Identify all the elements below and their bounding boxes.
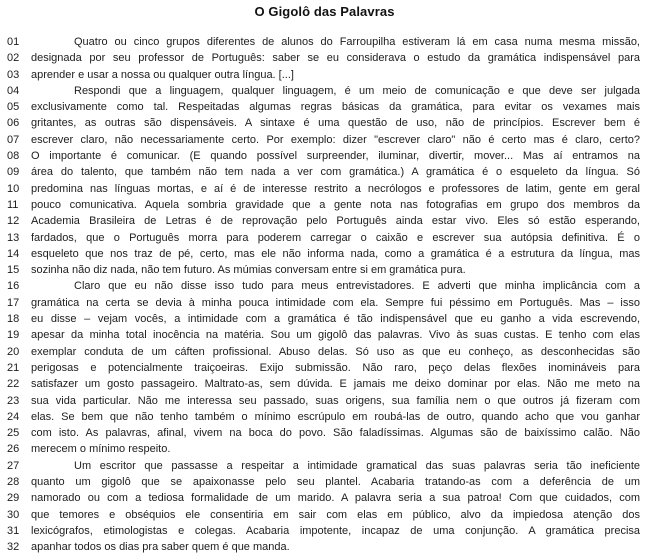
text-line — [0, 441, 649, 457]
line-text: sozinha não diz nada, não tem futuro. As múmias conversam entre si em gramática pura. — [31, 264, 466, 277]
text-line — [0, 409, 649, 425]
text-line — [0, 262, 649, 278]
text-line — [0, 132, 649, 148]
line-number: 32 — [7, 541, 20, 554]
line-number: 25 — [7, 427, 20, 440]
text-line — [0, 34, 649, 50]
line-text: designada por seu professor de Português: saber se eu considerava o estudo da gramática indispensável para — [31, 52, 640, 65]
text-line — [0, 164, 649, 180]
text-line — [0, 50, 649, 66]
text-line — [0, 311, 649, 327]
text-line — [0, 246, 649, 262]
line-text: Claro que eu não disse isso tudo para meus entrevistadores. E adverti que minha implicância com a — [74, 280, 640, 293]
line-text: gritantes, as outras são dispensáveis. A sintaxe é uma questão de uso, não de princípios. Escrever bem é — [31, 117, 640, 130]
line-number: 19 — [7, 329, 20, 342]
text-line — [0, 67, 649, 83]
line-text: elas. Se bem que não tenho também o mínimo escrúpulo em roubá-las de outro, quando acho que vou ganhar — [31, 410, 640, 423]
line-text: gramática na certa se devia à minha pouca intimidade com ela. Sempre fui péssimo em Português. Mas – isso — [31, 296, 640, 309]
line-number: 01 — [7, 36, 20, 48]
line-number: 03 — [7, 68, 20, 81]
line-text: com isto. As palavras, afinal, vivem na boca do povo. São faladíssimas. Algumas são de baixíssimo calão. Não — [31, 427, 640, 440]
text-line — [0, 230, 649, 246]
text-line — [0, 474, 649, 490]
line-text: exemplar conduta de um cáften profissional. Abuso delas. Só uso as que eu conheço, as desconhecidas são — [31, 345, 640, 358]
line-number: 08 — [7, 150, 20, 163]
text-line — [0, 295, 649, 311]
line-number: 10 — [7, 182, 20, 195]
text-line — [0, 148, 649, 164]
line-text: área do talento, que também não tem nada a ver com gramática.) A gramática é o esqueleto da língua. Só — [31, 166, 640, 179]
text-body — [0, 34, 649, 556]
text-line — [0, 99, 649, 115]
line-text: esqueleto que nos traz de pé, certo, mas ele não informa nada, como a gramática é a estrutura da língua, mas — [31, 247, 640, 260]
line-number: 31 — [7, 524, 20, 537]
line-text: merecem o mínimo respeito. — [31, 443, 171, 456]
line-number: 22 — [7, 378, 20, 391]
line-text: exclusivamente como tal. Respeitadas algumas regras básicas da gramática, para evitar os vexames mais — [31, 101, 640, 114]
line-number: 07 — [7, 133, 20, 146]
line-text: Um escritor que passasse a respeitar a intimidade gramatical das suas palavras seria tão ineficiente — [74, 459, 640, 472]
line-number: 09 — [7, 166, 20, 179]
text-line — [0, 507, 649, 523]
text-line — [0, 181, 649, 197]
text-line — [0, 539, 649, 555]
line-number: 11 — [7, 198, 19, 211]
text-line — [0, 115, 649, 131]
text-line — [0, 327, 649, 343]
line-number: 21 — [7, 361, 20, 374]
line-number: 30 — [7, 508, 20, 521]
text-line — [0, 376, 649, 392]
line-number: 17 — [7, 296, 20, 309]
line-text: predomina nas línguas mortas, e aí é de interesse restrito a necrólogos e professores de latim, gente em geral — [31, 182, 640, 195]
line-number: 04 — [7, 84, 20, 97]
line-number: 26 — [7, 443, 20, 456]
text-line — [0, 425, 649, 441]
line-number: 15 — [7, 264, 20, 277]
text-line — [0, 213, 649, 229]
line-number: 23 — [7, 394, 20, 407]
line-number: 13 — [7, 231, 20, 244]
text-line — [0, 490, 649, 506]
line-text: perigosas e potencialmente traiçoeiras. Exijo submissão. Não raro, peço delas flexões inomináveis para — [31, 361, 640, 374]
line-text: pouco comunicativa. Aquela sombria gravidade que a gente nota nas fotografias em grupo dos membros da — [31, 198, 640, 211]
document-title: O Gigolô das Palavras — [254, 4, 395, 19]
text-line — [0, 458, 649, 474]
line-text: Academia Brasileira de Letras é de reprovação pelo Português ainda estar vivo. Eles só estão esperando, — [31, 215, 640, 228]
line-number: 12 — [7, 215, 20, 228]
line-number: 28 — [7, 476, 20, 489]
line-text: Quatro ou cinco grupos diferentes de alunos do Farroupilha estiveram lá em casa numa mesma missão, — [74, 36, 640, 48]
line-text: aprender e usar a nossa ou qualquer outra língua. [...] — [31, 68, 294, 81]
line-text: escrever claro, não necessariamente certo. Por exemplo: dizer "escrever claro" não é certo mas é claro, certo? — [31, 133, 640, 146]
line-text: satisfazer um gosto passageiro. Maltrato-as, sem dúvida. E jamais me deixo dominar por elas. Não me meto na — [31, 378, 640, 391]
line-text: apanhar todos os dias pra saber quem é que manda. — [31, 541, 290, 554]
text-line — [0, 278, 649, 294]
line-text: que temores e obséquios ele consentiria em sair com elas em público, alvo da impiedosa atenção dos — [31, 508, 640, 521]
line-text: sua vida particular. Não me interessa seu passado, suas origens, sua família nem o que outros já fizeram com — [31, 394, 640, 407]
line-number: 18 — [7, 313, 20, 326]
line-number: 05 — [7, 101, 20, 114]
line-number: 14 — [7, 247, 20, 260]
text-line — [0, 393, 649, 409]
line-text: Respondi que a linguagem, qualquer linguagem, é um meio de comunicação e que deve ser julgada — [74, 84, 640, 97]
line-number: 20 — [7, 345, 20, 358]
text-line — [0, 197, 649, 213]
line-number: 02 — [7, 52, 20, 65]
text-line — [0, 523, 649, 539]
line-text: quanto um gigolô que se apaixonasse pelo seu plantel. Acabaria tratando-as com a deferência de um — [31, 476, 640, 489]
line-number: 27 — [7, 459, 20, 472]
line-text: O importante é comunicar. (E quando possível surpreender, iluminar, divertir, mover... Mas aí entramos na — [31, 150, 640, 163]
text-line — [0, 360, 649, 376]
text-line — [0, 83, 649, 99]
line-number: 29 — [7, 492, 20, 505]
line-text: eu disse – vejam vocês, a intimidade com a gramática é tão indispensável que eu ganho a vida escrevendo, — [31, 313, 640, 326]
line-number: 24 — [7, 410, 20, 423]
line-text: namorado ou com a tediosa formalidade de um marido. A palavra seria a sua patroa! Com que cuidados, com — [31, 492, 640, 505]
line-text: apesar da minha total inocência na matéria. Sou um gigolô das palavras. Vivo às suas custas. E tenho com elas — [31, 329, 640, 342]
line-text: fardados, que o Português morra para poderem carregar o caixão e escrever sua autópsia definitiva. É o — [31, 231, 640, 244]
line-text: lexicógrafos, etimologistas e colegas. Acabaria impotente, incapaz de uma conjunção. A gramática precisa — [31, 524, 640, 537]
line-number: 06 — [7, 117, 20, 130]
text-line — [0, 344, 649, 360]
line-number: 16 — [7, 280, 20, 293]
